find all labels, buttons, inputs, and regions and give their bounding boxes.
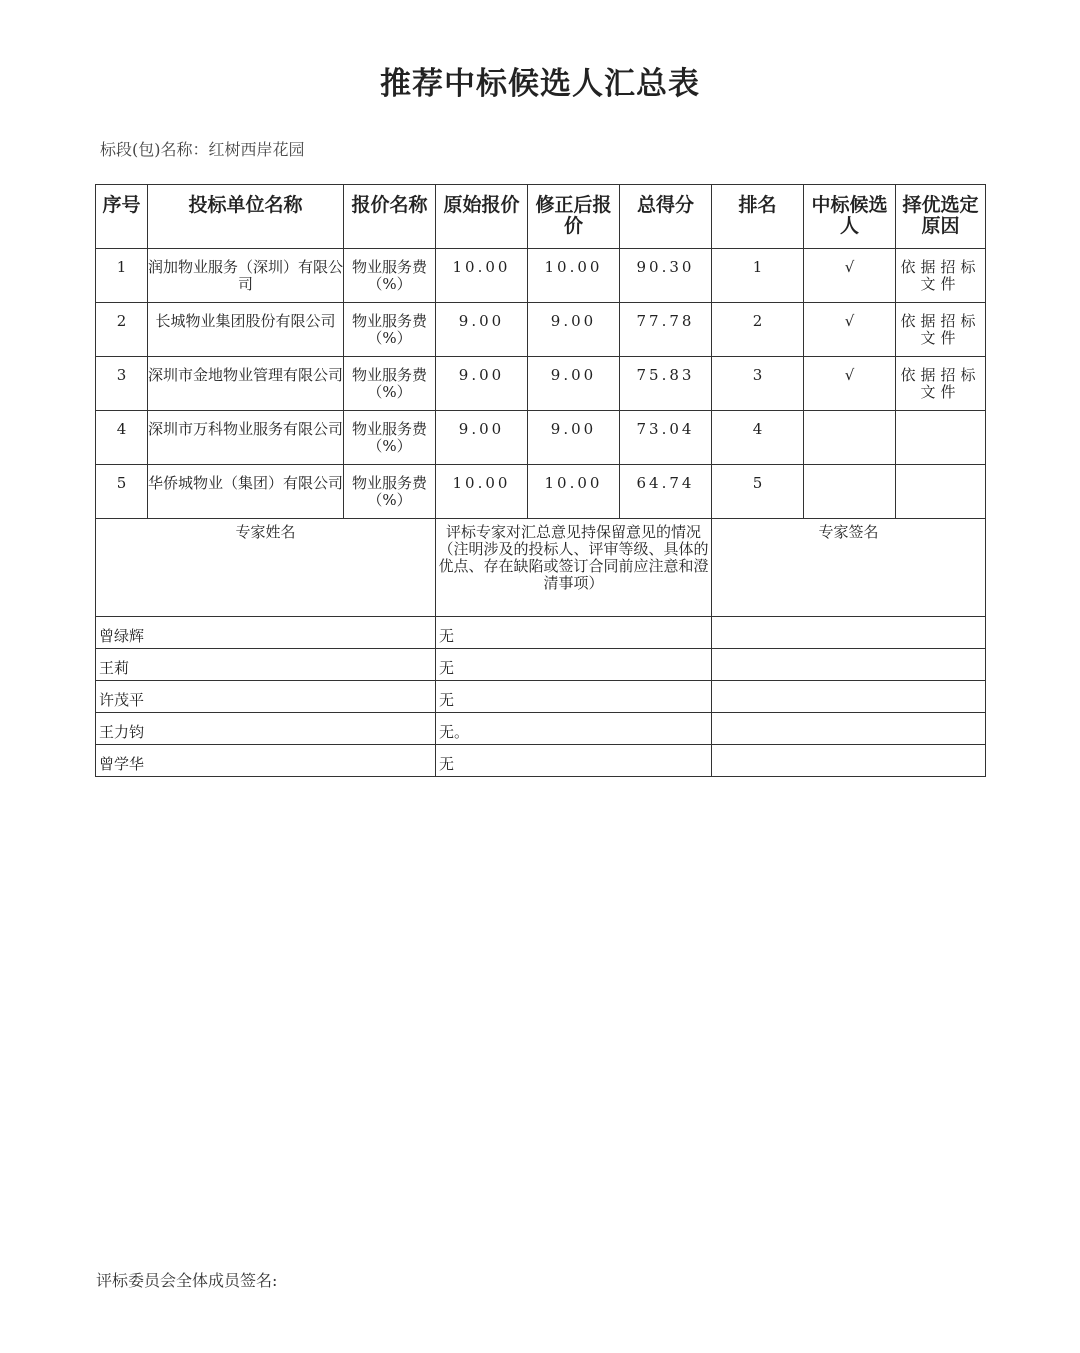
cell-seq: 4 (96, 411, 148, 465)
expert-row (96, 713, 986, 745)
expert-row (96, 681, 986, 713)
section-label: 标段(包)名称：红树西岸花园 (100, 140, 305, 159)
header-bidder: 投标单位名称 (148, 185, 344, 249)
cell-rank: 3 (712, 357, 804, 411)
cell-seq: 5 (96, 465, 148, 519)
expert-name: 曾绿辉 (96, 617, 436, 649)
table-row (96, 411, 986, 465)
cell-rev-price: 9.00 (528, 303, 620, 357)
cell-bidder: 润加物业服务（深圳）有限公司 (148, 249, 344, 303)
expert-name: 王力钧 (96, 713, 436, 745)
expert-row (96, 617, 986, 649)
header-seq: 序号 (96, 185, 148, 249)
cell-score: 73.04 (620, 411, 712, 465)
committee-signature-label: 评标委员会全体成员签名: (96, 1271, 278, 1290)
cell-reason: 依据招标文件 (896, 303, 986, 357)
cell-seq: 3 (96, 357, 148, 411)
table-row (96, 465, 986, 519)
cell-score: 64.74 (620, 465, 712, 519)
summary-table (95, 184, 986, 777)
expert-opinion: 无 (436, 681, 712, 713)
cell-bidder: 长城物业集团股份有限公司 (148, 303, 344, 357)
table-row (96, 303, 986, 357)
expert-name-header: 专家姓名 (96, 519, 436, 617)
cell-orig-price: 9.00 (436, 357, 528, 411)
expert-opinion-note: （注明涉及的投标人、评审等级、具体的优点、存在缺陷或签订合同前应注意和澄清事项） (438, 540, 709, 592)
expert-name: 许茂平 (96, 681, 436, 713)
table-row (96, 249, 986, 303)
cell-price-name: 物业服务费（%） (344, 357, 436, 411)
header-candidate: 中标候选人 (804, 185, 896, 249)
cell-reason: 依据招标文件 (896, 249, 986, 303)
expert-signature-cell (712, 617, 986, 649)
expert-name: 曾学华 (96, 745, 436, 777)
cell-price-name: 物业服务费（%） (344, 249, 436, 303)
expert-opinion: 无。 (436, 713, 712, 745)
cell-rev-price: 10.00 (528, 249, 620, 303)
cell-rev-price: 9.00 (528, 357, 620, 411)
header-rev-price: 修正后报价 (528, 185, 620, 249)
cell-candidate (804, 411, 896, 465)
cell-rank: 4 (712, 411, 804, 465)
cell-orig-price: 10.00 (436, 249, 528, 303)
header-rank: 排名 (712, 185, 804, 249)
expert-signature-cell (712, 681, 986, 713)
expert-opinion: 无 (436, 617, 712, 649)
expert-signature-cell (712, 745, 986, 777)
cell-candidate: √ (804, 303, 896, 357)
cell-bidder: 华侨城物业（集团）有限公司 (148, 465, 344, 519)
header-price-name: 报价名称 (344, 185, 436, 249)
expert-row (96, 745, 986, 777)
expert-opinion: 无 (436, 649, 712, 681)
cell-orig-price: 9.00 (436, 411, 528, 465)
expert-opinion-title: 评标专家对汇总意见持保留意见的情况 (445, 523, 701, 541)
cell-candidate: √ (804, 249, 896, 303)
cell-rank: 2 (712, 303, 804, 357)
cell-seq: 2 (96, 303, 148, 357)
cell-candidate: √ (804, 357, 896, 411)
cell-rev-price: 10.00 (528, 465, 620, 519)
cell-score: 75.83 (620, 357, 712, 411)
cell-orig-price: 9.00 (436, 303, 528, 357)
cell-price-name: 物业服务费（%） (344, 465, 436, 519)
header-orig-price: 原始报价 (436, 185, 528, 249)
cell-candidate (804, 465, 896, 519)
cell-rank: 1 (712, 249, 804, 303)
expert-opinion-header (436, 519, 712, 617)
cell-orig-price: 10.00 (436, 465, 528, 519)
expert-signature-cell (712, 649, 986, 681)
cell-reason (896, 411, 986, 465)
cell-price-name: 物业服务费（%） (344, 303, 436, 357)
expert-signature-header: 专家签名 (712, 519, 986, 617)
cell-rev-price: 9.00 (528, 411, 620, 465)
cell-score: 77.78 (620, 303, 712, 357)
cell-price-name: 物业服务费（%） (344, 411, 436, 465)
cell-score: 90.30 (620, 249, 712, 303)
expert-signature-cell (712, 713, 986, 745)
cell-seq: 1 (96, 249, 148, 303)
expert-header-row (96, 519, 986, 617)
header-score: 总得分 (620, 185, 712, 249)
cell-bidder: 深圳市万科物业服务有限公司 (148, 411, 344, 465)
cell-reason: 依据招标文件 (896, 357, 986, 411)
table-row (96, 357, 986, 411)
expert-opinion: 无 (436, 745, 712, 777)
page-title: 推荐中标候选人汇总表 (380, 66, 700, 102)
expert-row (96, 649, 986, 681)
table-header-row (96, 185, 986, 249)
header-reason: 择优选定原因 (896, 185, 986, 249)
cell-bidder: 深圳市金地物业管理有限公司 (148, 357, 344, 411)
cell-reason (896, 465, 986, 519)
cell-rank: 5 (712, 465, 804, 519)
expert-name: 王莉 (96, 649, 436, 681)
